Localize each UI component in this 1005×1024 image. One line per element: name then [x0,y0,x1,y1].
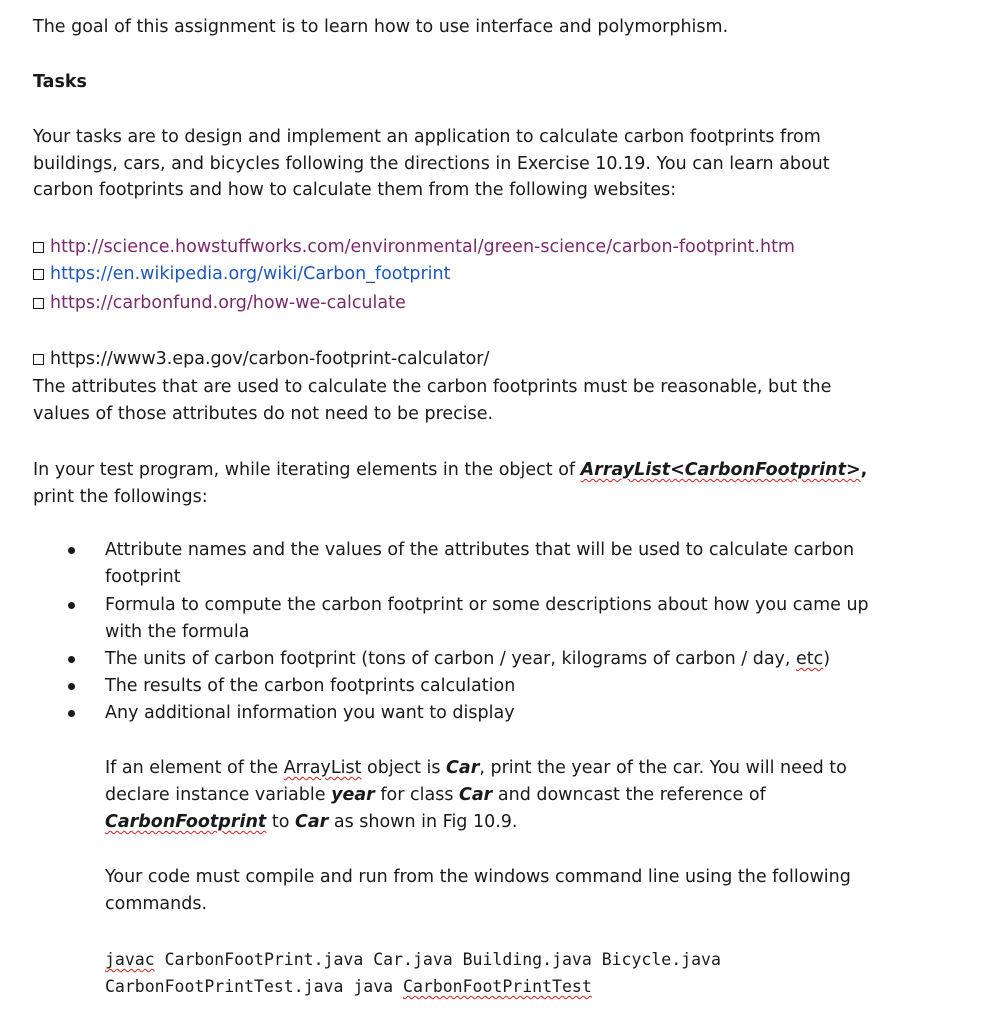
bullet-3 [105,646,830,673]
car-para-line-3 [105,809,518,836]
test-para-line-1 [33,457,867,484]
compile-para-line-2: commands. [105,894,208,914]
bullet-5: Any additional information you want to display [105,703,515,723]
car-t7: to [266,812,295,832]
checkbox-square-icon [33,298,44,309]
command-line-1-rest: CarbonFootPrint.java Car.java Building.java Bicycle.java [154,950,721,969]
bullet-dot-icon [68,656,75,663]
checkbox-square-icon [33,354,44,365]
howstuffworks-link[interactable]: http://science.howstuffworks.com/environmental/green-science/carbon-footprint.htm [50,237,795,257]
checkbox-square-icon [33,269,44,280]
car-carbonfootprint: CarbonFootprint [105,812,267,832]
car-t2: object is [361,758,447,778]
bullet-3-close: ) [823,649,831,669]
command-line-2-b: CarbonFootPrintTest [403,977,592,996]
bullet-dot-icon [68,602,75,609]
tasks-para-line-2: buildings, cars, and bicycles following the directions in Exercise 10.19. You can learn about [33,154,830,174]
wikipedia-link[interactable]: https://en.wikipedia.org/wiki/Carbon_footprint [50,264,451,284]
car-t8: as shown in Fig 10.9. [328,812,518,832]
bullet-dot-icon [68,547,75,554]
checkbox-square-icon [33,242,44,253]
car-t4: declare instance variable [105,785,332,805]
link-item-carbonfund [33,290,406,317]
command-line-1 [105,946,721,973]
bullet-4: The results of the carbon footprints calculation [105,676,516,696]
tasks-para-line-3: carbon footprints and how to calculate them from the following websites: [33,180,677,200]
car-para-line-2 [105,782,766,809]
arraylist-type: ArrayList [580,460,671,480]
bullet-dot-icon [68,710,75,717]
car-t3: , print the year of the car. You will need to [479,758,847,778]
car-arraylist: ArrayList [283,758,362,778]
link-item-howstuffworks [33,234,795,261]
compile-para-line-1: Your code must compile and run from the windows command line using the following [105,867,851,887]
bullet-3-text: The units of carbon footprint (tons of carbon / year, kilograms of carbon / day, [105,649,797,669]
command-line-2-a: CarbonFootPrintTest.java java [105,977,404,996]
carbonfootprint-generic: <CarbonFootprint> [670,460,861,480]
car-class-name-2: Car [459,785,493,805]
bullet-2-line-1: Formula to compute the carbon footprint or some descriptions about how you came up [105,595,869,615]
bullet-2-line-2: with the formula [105,622,250,642]
tasks-para-line-1: Your tasks are to design and implement an application to calculate carbon footprints from [33,127,821,147]
car-t5: for class [374,785,460,805]
test-para-line-2: print the followings: [33,487,208,507]
test-para-prefix: In your test program, while iterating elements in the object of [33,460,581,480]
bullet-1-line-1: Attribute names and the values of the attributes that will be used to calculate carbon [105,540,855,560]
car-class-name: Car [446,758,480,778]
javac-command: javac [105,950,155,969]
link-item-wikipedia [33,261,450,288]
bullet-3-etc: etc [796,649,824,669]
car-class-name-3: Car [294,812,329,832]
epa-link: https://www3.epa.gov/carbon-footprint-calculator/ [50,349,490,369]
link-item-epa [33,346,489,373]
bullet-1-line-2: footprint [105,567,181,587]
carbonfund-link[interactable]: https://carbonfund.org/how-we-calculate [50,293,406,313]
bullet-dot-icon [68,683,75,690]
attr-para-line-2: values of those attributes do not need to be precise. [33,404,494,424]
car-year-var: year [331,785,375,805]
car-t6: and downcast the reference of [492,785,766,805]
car-t1: If an element of the [105,758,284,778]
attr-para-line-1: The attributes that are used to calculate the carbon footprints must be reasonable, but the [33,377,832,397]
test-para-comma: , [860,460,868,480]
intro-line: The goal of this assignment is to learn how to use interface and polymorphism. [33,17,729,37]
command-line-2 [105,973,592,1000]
car-para-line-1 [105,755,847,782]
tasks-heading: Tasks [33,72,87,92]
